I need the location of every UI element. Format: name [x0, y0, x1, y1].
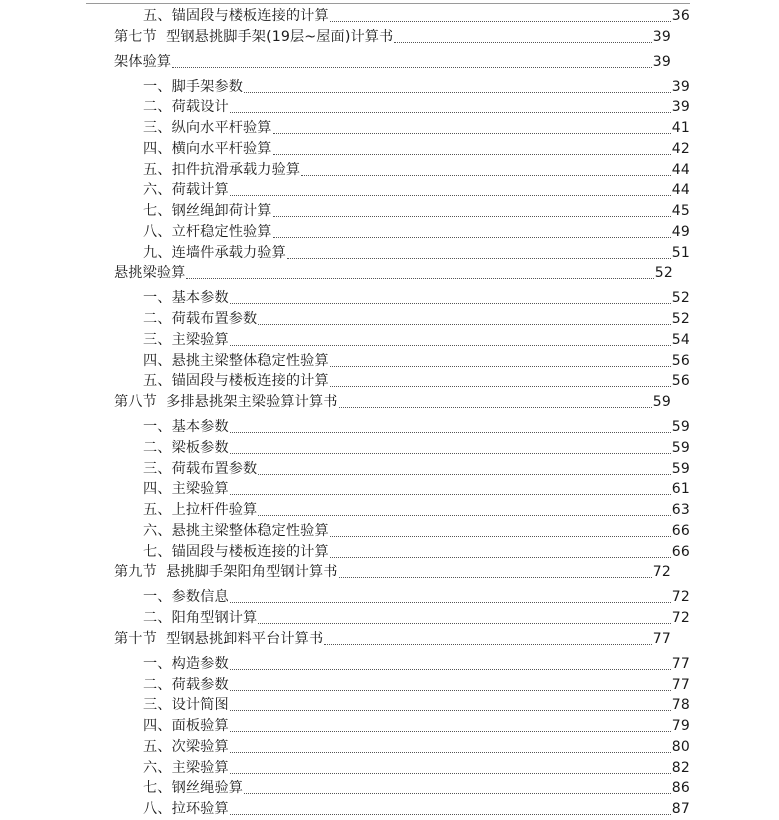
toc-entry-title: 五、上拉杆件验算	[143, 502, 258, 518]
toc-subsection-entry[interactable]	[0, 694, 690, 715]
toc-entry-title: 一、基本参数	[143, 290, 229, 307]
toc-entry-title: 八、立杆稳定性验算	[143, 223, 272, 240]
toc-entry-title: 四、面板验算	[143, 718, 229, 734]
toc-entry-title: 七、锚固段与楼板连接的计算	[143, 543, 329, 560]
toc-page-number: 36	[671, 7, 690, 24]
toc-subsection-entry[interactable]	[0, 478, 690, 499]
toc-page-number: 39	[652, 53, 671, 70]
toc-page-number: 44	[671, 161, 690, 178]
toc-subsection-entry[interactable]	[0, 282, 690, 307]
toc-page-number: 52	[654, 265, 673, 282]
toc-entry-title: 六、悬挑主梁整体稳定性验算	[143, 522, 329, 539]
toc-page-number: 59	[671, 439, 690, 456]
dot-leader	[244, 793, 671, 794]
toc-entry-title: 五、锚固段与楼板连接的计算	[143, 373, 329, 390]
toc-subsection-entry[interactable]	[0, 137, 690, 158]
toc-entry-title: 三、主梁验算	[143, 331, 229, 348]
dot-leader	[244, 92, 671, 93]
dot-leader	[273, 237, 671, 238]
toc-page-number: 63	[671, 502, 690, 518]
toc-page-number: 56	[671, 352, 690, 369]
toc-page-number: 78	[671, 697, 690, 714]
toc-entry-title: 九、连墙件承载力验算	[143, 244, 286, 261]
dot-leader	[330, 366, 671, 367]
toc-page-number: 80	[671, 738, 690, 755]
toc-page-number: 39	[671, 78, 690, 95]
dot-leader	[339, 577, 652, 578]
toc-page-number: 49	[671, 223, 690, 240]
toc-subsection-entry[interactable]	[0, 96, 690, 117]
toc-entry-title: 八、拉环验算	[143, 801, 229, 817]
toc-subsection-entry[interactable]	[0, 436, 690, 457]
toc-entry-title: 五、次梁验算	[143, 738, 229, 755]
toc-subsection-entry[interactable]	[0, 179, 690, 200]
toc-page-number: 87	[671, 801, 690, 817]
toc-entry-title: 六、主梁验算	[143, 759, 229, 776]
toc-entry-title: 第十节 型钢悬挑卸料平台计算书	[114, 630, 324, 647]
dot-leader	[330, 536, 671, 537]
dot-leader	[186, 278, 653, 279]
dot-leader	[172, 67, 652, 68]
toc-entry-title: 悬挑梁验算	[114, 265, 186, 282]
dot-leader	[230, 345, 671, 346]
dot-leader	[273, 154, 671, 155]
toc-page-number: 39	[652, 28, 671, 45]
toc-page-number: 72	[652, 564, 671, 581]
toc-entry-title: 四、悬挑主梁整体稳定性验算	[143, 352, 329, 369]
toc-page-number: 41	[671, 120, 690, 136]
dot-leader	[258, 623, 670, 624]
toc-page-number: 72	[671, 589, 690, 606]
toc-page-number: 51	[671, 244, 690, 261]
toc-section-entry[interactable]	[0, 390, 671, 411]
dot-leader	[230, 752, 671, 753]
dot-leader	[230, 602, 671, 603]
toc-page-number: 44	[671, 182, 690, 199]
toc-subsection-entry[interactable]	[0, 199, 690, 220]
dot-leader	[230, 303, 671, 304]
dot-leader	[230, 710, 671, 711]
toc-page-number: 86	[671, 780, 690, 797]
toc-page-number: 77	[652, 630, 671, 647]
toc-page-number: 77	[671, 655, 690, 672]
toc-page-number: 59	[652, 394, 671, 410]
toc-entry-title: 五、锚固段与楼板连接的计算	[143, 7, 329, 24]
toc-section-entry[interactable]	[0, 627, 671, 648]
toc-page-number: 72	[671, 610, 690, 626]
toc-page-number: 54	[671, 331, 690, 348]
toc-page-number: 56	[671, 373, 690, 390]
toc-subsection-entry[interactable]	[0, 777, 690, 798]
dot-leader	[324, 644, 652, 645]
dot-leader	[258, 324, 670, 325]
toc-entry-title: 第八节 多排悬挑架主梁验算计算书	[114, 394, 338, 410]
dot-leader	[230, 453, 671, 454]
toc-subsection-entry[interactable]	[0, 411, 690, 436]
toc-subsection-entry[interactable]	[0, 220, 690, 241]
dot-leader	[230, 773, 671, 774]
toc-page-number: 66	[671, 522, 690, 539]
toc-subsection-entry[interactable]	[0, 307, 690, 328]
toc-subsection-entry[interactable]	[0, 158, 690, 179]
toc-entry-title: 二、荷载设计	[143, 99, 229, 116]
dot-leader	[287, 258, 671, 259]
toc-entry-title: 六、荷载计算	[143, 182, 229, 199]
toc-entry-title: 二、阳角型钢计算	[143, 610, 258, 626]
toc-entry-title: 一、参数信息	[143, 589, 229, 606]
toc-subsection-entry[interactable]	[0, 735, 690, 756]
toc-subsection-entry[interactable]	[0, 370, 690, 391]
dot-leader	[301, 175, 671, 176]
toc-subsection-entry[interactable]	[0, 714, 690, 735]
toc-subsection-entry[interactable]	[0, 673, 690, 694]
dot-leader	[258, 515, 670, 516]
toc-entry-title: 架体验算	[114, 53, 172, 70]
toc-subsection-entry[interactable]	[0, 4, 690, 25]
toc-entry-title: 七、钢丝绳卸荷计算	[143, 203, 272, 219]
toc-subsection-entry[interactable]	[0, 241, 690, 262]
toc-page-number: 82	[671, 759, 690, 776]
toc-subsection-entry[interactable]	[0, 581, 690, 606]
dot-leader	[273, 216, 671, 217]
dot-leader	[230, 814, 671, 815]
toc-subsection-entry[interactable]	[0, 797, 690, 818]
toc-entry-title: 二、梁板参数	[143, 439, 229, 456]
table-of-contents	[0, 4, 779, 818]
toc-entry-title: 四、横向水平杆验算	[143, 140, 272, 157]
toc-subsection-entry[interactable]	[0, 457, 690, 478]
dot-leader	[394, 42, 651, 43]
dot-leader	[330, 21, 671, 22]
toc-page-number: 61	[671, 481, 690, 498]
toc-entry-title: 一、构造参数	[143, 655, 229, 672]
dot-leader	[230, 669, 671, 670]
toc-entry-title: 四、主梁验算	[143, 481, 229, 498]
dot-leader	[230, 432, 671, 433]
toc-subsection-entry[interactable]	[0, 519, 690, 540]
toc-entry-title: 一、基本参数	[143, 419, 229, 435]
toc-page-number: 59	[671, 419, 690, 435]
toc-page-number: 66	[671, 543, 690, 560]
toc-entry-title: 五、扣件抗滑承载力验算	[143, 161, 301, 178]
toc-subsection-entry[interactable]	[0, 71, 690, 96]
toc-section-entry[interactable]	[0, 262, 673, 283]
toc-page-number: 59	[671, 460, 690, 477]
toc-entry-title: 第九节 悬挑脚手架阳角型钢计算书	[114, 564, 338, 581]
toc-subsection-entry[interactable]	[0, 648, 690, 673]
toc-section-entry[interactable]	[0, 46, 671, 71]
dot-leader	[230, 195, 671, 196]
toc-entry-title: 一、脚手架参数	[143, 78, 244, 95]
dot-leader	[230, 690, 671, 691]
toc-page-number: 52	[671, 290, 690, 307]
toc-entry-title: 三、荷载布置参数	[143, 460, 258, 477]
toc-subsection-entry[interactable]	[0, 540, 690, 561]
dot-leader	[273, 133, 671, 134]
dot-leader	[258, 474, 670, 475]
toc-entry-title: 第七节 型钢悬挑脚手架(19层~屋面)计算书	[114, 28, 394, 45]
dot-leader	[330, 386, 671, 387]
toc-subsection-entry[interactable]	[0, 498, 690, 519]
dot-leader	[230, 494, 671, 495]
dot-leader	[330, 557, 671, 558]
toc-subsection-entry[interactable]	[0, 756, 690, 777]
dot-leader	[339, 407, 652, 408]
toc-section-entry[interactable]	[0, 561, 671, 582]
toc-entry-title: 二、荷载布置参数	[143, 311, 258, 327]
toc-entry-title: 三、纵向水平杆验算	[143, 120, 272, 136]
toc-page-number: 79	[671, 718, 690, 734]
toc-subsection-entry[interactable]	[0, 116, 690, 137]
toc-subsection-entry[interactable]	[0, 349, 690, 370]
toc-subsection-entry[interactable]	[0, 606, 690, 627]
toc-entry-title: 二、荷载参数	[143, 676, 229, 693]
toc-page-number: 45	[671, 203, 690, 219]
toc-page-number: 77	[671, 676, 690, 693]
toc-entry-title: 三、设计简图	[143, 697, 229, 714]
toc-page-number: 52	[671, 311, 690, 327]
dot-leader	[230, 731, 671, 732]
toc-page-number: 39	[671, 99, 690, 116]
toc-subsection-entry[interactable]	[0, 328, 690, 349]
toc-page-number: 42	[671, 140, 690, 157]
toc-entry-title: 七、钢丝绳验算	[143, 780, 244, 797]
dot-leader	[230, 112, 671, 113]
toc-section-entry[interactable]	[0, 25, 671, 46]
